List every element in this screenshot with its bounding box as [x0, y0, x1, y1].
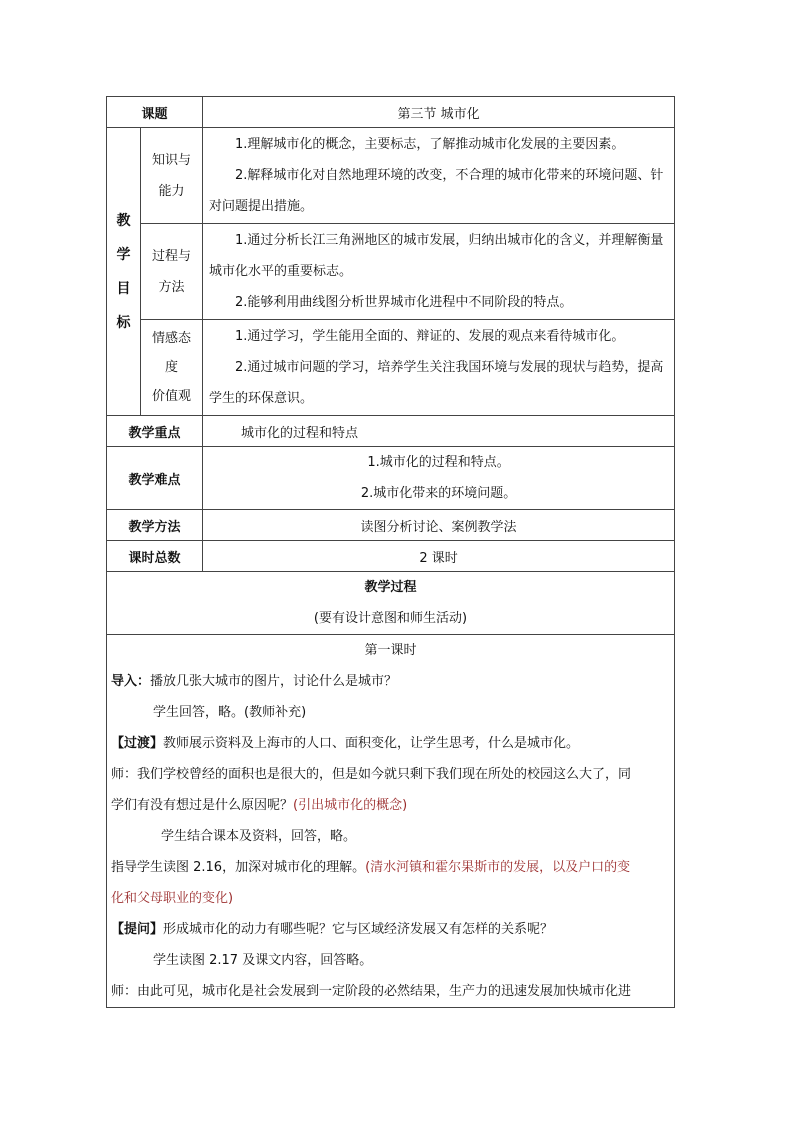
process-title: 教学过程: [364, 580, 417, 595]
process-line: [111, 728, 670, 759]
process-line: 学生回答，略。(教师补充): [153, 705, 307, 720]
line-text: 播放几张大城市的图片，讨论什么是城市？: [150, 674, 398, 689]
topic-row: [107, 97, 675, 128]
key-points-value: 城市化的过程和特点: [203, 416, 675, 447]
process-line: [111, 914, 670, 945]
difficulty-item: 1.城市化的过程和特点。: [367, 455, 510, 470]
topic-label: 课题: [107, 97, 203, 128]
process-line: 学生结合课本及资料，回答，略。: [161, 829, 357, 844]
line-text: 指导学生读图 2.16，加深对城市化的理解。: [111, 860, 366, 875]
process-line: [111, 852, 670, 883]
goal-row-attitude: [107, 320, 675, 416]
goal-label-line: 过程与: [152, 248, 192, 264]
line-annotation: (引出城市化的概念): [293, 798, 408, 813]
process-line: 化和父母职业的变化): [111, 891, 234, 906]
process-header-row: [107, 572, 675, 635]
goal-item: 2.通过城市问题的学习，培养学生关注我国环境与发展的现状与趋势，提高学生的环保意识。: [209, 360, 664, 406]
goal-row-process: [107, 224, 675, 320]
goals-label-text: 教学目标: [116, 212, 131, 331]
goal-label-line: 价值观: [152, 389, 192, 404]
goal-label-process: [141, 224, 203, 320]
goal-content-process: [203, 224, 675, 320]
goal-item: 1.理解城市化的概念，主要标志，了解推动城市化发展的主要因素。: [235, 137, 625, 152]
line-annotation: (清水河镇和霍尔果斯市的发展，以及户口的变: [365, 860, 631, 875]
goal-item: 2.解释城市化对自然地理环境的改变，不合理的城市化带来的环境问题、针对问题提出措施。: [209, 168, 664, 214]
goal-row-knowledge: [107, 128, 675, 224]
process-line: 师：我们学校曾经的面积也是很大的，但是如今就只剩下我们现在所处的校园这么大了，同: [111, 767, 632, 782]
process-line: 师：由此可见，城市化是社会发展到一定阶段的必然结果，生产力的迅速发展加快城市化进: [111, 984, 632, 999]
goals-label: [107, 128, 141, 416]
line-text: 形成城市化的动力有哪些呢？它与区域经济发展又有怎样的关系呢？: [163, 922, 554, 937]
difficulty-item: 2.城市化带来的环境问题。: [360, 486, 517, 501]
process-header: [107, 572, 675, 635]
line-text: 学们有没有想过是什么原因呢？: [111, 798, 294, 813]
difficulties-row: [107, 447, 675, 510]
goal-label-attitude: [141, 320, 203, 416]
methods-value: 读图分析讨论、案例教学法: [203, 510, 675, 541]
process-line: [111, 790, 670, 821]
session-title: 第一课时: [364, 643, 417, 658]
hours-label: 课时总数: [107, 541, 203, 572]
goal-item: 1.通过学习，学生能用全面的、辩证的、发展的观点来看待城市化。: [235, 329, 625, 344]
goal-content-attitude: [203, 320, 675, 416]
process-subtitle: (要有设计意图和师生活动): [313, 611, 468, 626]
process-line: [111, 666, 670, 697]
line-label: 【过渡】: [111, 736, 164, 751]
goal-label-line: 方法: [158, 279, 185, 295]
methods-label: 教学方法: [107, 510, 203, 541]
goal-label-line: 度: [165, 360, 179, 375]
goal-label-line: 能力: [158, 183, 185, 199]
difficulties-label: 教学难点: [107, 447, 203, 510]
line-text: 教师展示资料及上海市的人口、面积变化，让学生思考，什么是城市化。: [163, 736, 580, 751]
key-points-label: 教学重点: [107, 416, 203, 447]
goal-content-knowledge: [203, 128, 675, 224]
topic-value: 第三节 城市化: [203, 97, 675, 128]
line-label: 导入：: [111, 674, 151, 689]
goal-label-line: 知识与: [152, 152, 192, 168]
methods-row: [107, 510, 675, 541]
goal-item: 1.通过分析长江三角洲地区的城市发展，归纳出城市化的含义，并理解衡量城市化水平的重要标志。: [209, 233, 664, 279]
line-label: 【提问】: [111, 922, 164, 937]
goal-label-line: 情感态: [152, 331, 192, 346]
hours-value: 2 课时: [203, 541, 675, 572]
difficulties-content: [203, 447, 675, 510]
goal-item: 2.能够利用曲线图分析世界城市化进程中不同阶段的特点。: [235, 295, 573, 310]
hours-row: [107, 541, 675, 572]
lesson-plan-table: [106, 96, 675, 1008]
process-line: 学生读图 2.17 及课文内容，回答略。: [153, 953, 373, 968]
lesson-plan-page: [106, 96, 674, 1008]
process-body-row: [107, 635, 675, 1008]
process-body: [107, 635, 675, 1008]
key-points-row: [107, 416, 675, 447]
goal-label-knowledge: [141, 128, 203, 224]
